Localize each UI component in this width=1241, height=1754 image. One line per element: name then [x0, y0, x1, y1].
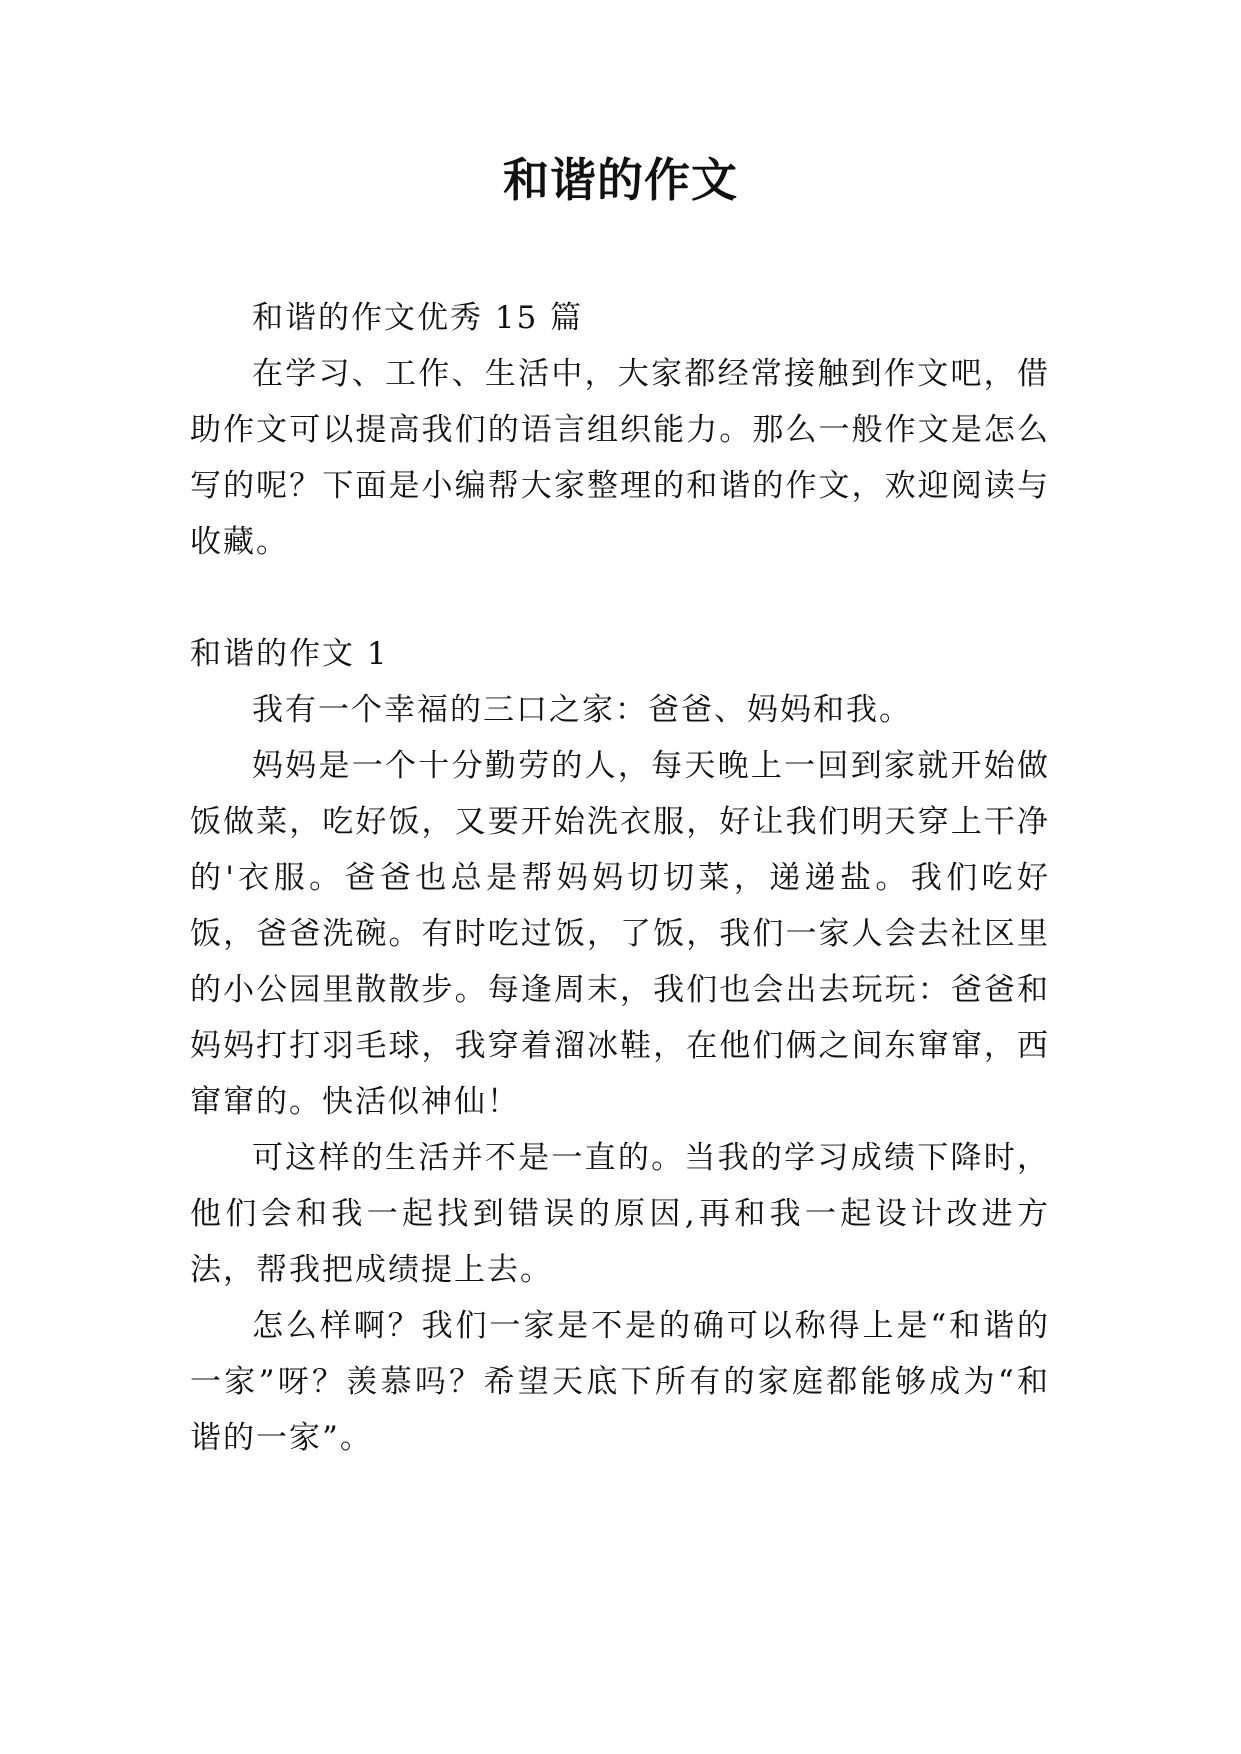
- essay-heading: 和谐的作文 1: [190, 636, 389, 672]
- document-body: [190, 290, 1050, 1466]
- essay-paragraph-3: 可这样的生活并不是一直的。当我的学习成绩下降时，他们会和我一起找到错误的原因,再和我一起设计改进方法，帮我把成绩提上去。: [190, 1140, 1050, 1288]
- section-spacer: [190, 570, 1050, 626]
- document-title: 和谐的作文: [503, 153, 738, 207]
- document-subtitle: 和谐的作文优秀 15 篇: [252, 300, 584, 336]
- essay-paragraph-1: 我有一个幸福的三口之家：爸爸、妈妈和我。: [252, 692, 912, 728]
- essay-paragraph-4: 怎么样啊？我们一家是不是的确可以称得上是“和谐的一家”呀？羡慕吗？希望天底下所有的家庭都能够成为“和谐的一家”。: [190, 1308, 1050, 1456]
- intro-paragraph: 在学习、工作、生活中，大家都经常接触到作文吧，借助作文可以提高我们的语言组织能力。那么一般作文是怎么写的呢？下面是小编帮大家整理的和谐的作文，欢迎阅读与收藏。: [190, 356, 1050, 560]
- essay-paragraph-2: 妈妈是一个十分勤劳的人，每天晚上一回到家就开始做饭做菜，吃好饭，又要开始洗衣服，好让我们明天穿上干净的'衣服。爸爸也总是帮妈妈切切菜，递递盐。我们吃好饭，爸爸洗碗。有时吃过饭，了饭，我们一家人会去社区里的小公园里散散步。每逢周末，我们也会出去玩玩：爸爸和妈妈打打羽毛球，我穿着溜冰鞋，在他们俩之间东窜窜，西窜窜的。快活似神仙！: [190, 748, 1050, 1120]
